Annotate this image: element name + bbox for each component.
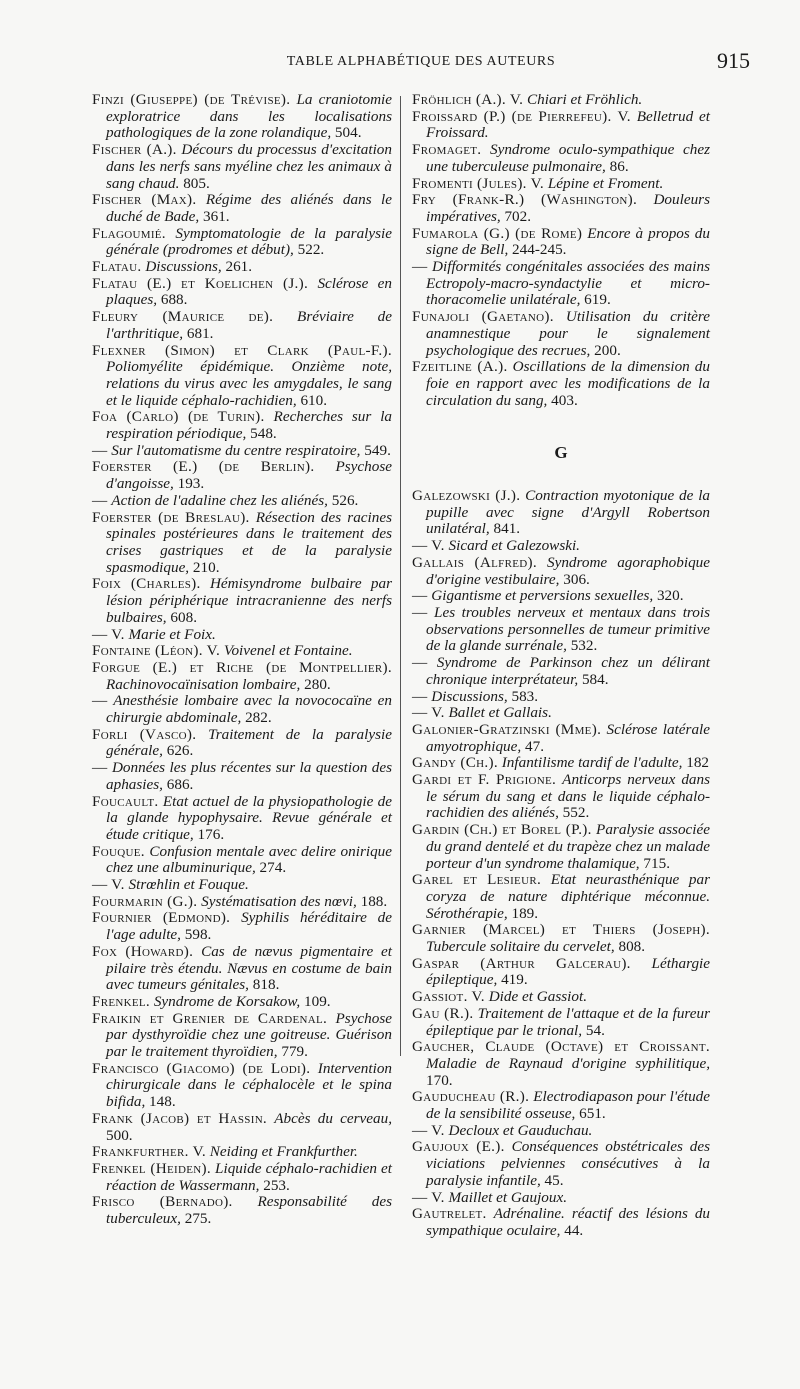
entry-title: Traitement de l'attaque et de la fureur épileptique par le trional, — [426, 1004, 711, 1039]
entry-author: Fromenti (Jules). V. — [412, 174, 545, 192]
entry-title: Syndrome oculo-sympathique chez une tuberculeuse pulmonaire, — [426, 141, 710, 175]
entry-page-ref: 280. — [304, 675, 331, 693]
index-entry — [92, 192, 392, 225]
index-entry — [92, 92, 392, 142]
entry-page-ref: 805. — [183, 174, 210, 192]
entry-author: Gardin (Ch.) et Borel (P.). — [412, 821, 592, 839]
index-entry — [92, 276, 392, 309]
index-entry — [412, 192, 710, 225]
left-column — [92, 92, 392, 1228]
entry-page-ref: 253. — [263, 1176, 290, 1194]
entry-page-ref: 688. — [160, 291, 188, 309]
entry-page-ref: 610. — [300, 391, 328, 409]
entry-author: Fraikin et Grenier de Cardenal. — [92, 1009, 328, 1027]
index-entry — [412, 259, 710, 309]
entry-author: Fischer (Max). — [92, 191, 197, 209]
entry-author: Fox (Howard). — [92, 942, 194, 960]
index-entry — [412, 1190, 710, 1207]
entry-author: Frenkel. — [92, 992, 151, 1010]
entry-author: Foucault. — [92, 792, 159, 810]
index-entry — [92, 894, 392, 911]
entry-title: Ballet et Gallais. — [448, 704, 552, 722]
entry-title: Traitement de la paralysie générale, — [106, 725, 392, 760]
index-entry — [412, 1006, 710, 1039]
entry-page-ref: 182 — [686, 754, 710, 772]
entry-page-ref: 626. — [166, 742, 194, 760]
entry-author: — — [92, 692, 108, 710]
entry-author: Garel et Lesieur. — [412, 871, 542, 889]
entry-author: Fleury (Maurice de). — [92, 308, 274, 326]
entry-author: — — [92, 759, 108, 777]
entry-page-ref: 306. — [563, 570, 590, 588]
index-entry — [92, 643, 392, 660]
entry-page-ref: 779. — [281, 1043, 308, 1061]
entry-author: Frankfurther. V. — [92, 1143, 206, 1161]
index-entry — [92, 1061, 392, 1111]
entry-page-ref: 715. — [643, 854, 670, 872]
entry-title: Systématisation des nœvi, — [201, 892, 357, 910]
entry-title: Sicard et Galezowski. — [448, 537, 580, 555]
index-entry — [412, 655, 710, 688]
entry-page-ref: 44. — [564, 1222, 584, 1239]
index-entry — [412, 226, 710, 259]
entry-title: Belletrud et Froissard. — [426, 107, 710, 142]
entry-page-ref: 148. — [149, 1093, 176, 1111]
index-entry — [412, 1089, 710, 1122]
index-entry — [412, 109, 710, 142]
entry-page-ref: 261. — [225, 258, 253, 276]
index-entry — [412, 1206, 710, 1239]
entry-title: Conséquences obstétricales des viciations pelviennes consécutives à la paralysie infantile, — [426, 1138, 710, 1189]
entry-page-ref: 841. — [493, 520, 521, 538]
entry-page-ref: 54. — [585, 1021, 605, 1039]
index-entry — [92, 226, 392, 259]
index-entry — [412, 142, 710, 175]
right-column — [412, 92, 710, 1240]
index-entry — [92, 1111, 392, 1144]
entry-title: Etat actuel de la physiopathologie de la glande hypophysaire. Revue générale et étude critique, — [106, 792, 393, 843]
index-entry — [412, 309, 710, 359]
entry-title: Action de l'adaline chez les aliénés, — [111, 491, 328, 509]
entry-title: Infantilisme tardif de l'adulte, — [501, 754, 683, 772]
index-entry — [412, 1123, 710, 1140]
entry-page-ref: 619. — [584, 291, 611, 309]
index-entry — [92, 309, 392, 342]
index-entry — [92, 877, 392, 894]
index-entry — [92, 910, 392, 943]
index-entry — [412, 1039, 710, 1089]
entry-author: — — [92, 491, 108, 509]
entry-page-ref: 500. — [106, 1126, 133, 1144]
entry-title: Douleurs impératives, — [426, 191, 710, 225]
entry-author: Galezowski (J.). — [412, 487, 521, 505]
entry-author: — V. — [92, 876, 125, 894]
entry-author: Foa (Carlo) (de Turin). — [92, 408, 265, 426]
entry-author: Gallais (Alfred). — [412, 553, 537, 571]
entry-author: Fromaget. — [412, 141, 482, 159]
entry-title: Régime des aliénés dans le duché de Bade, — [106, 191, 392, 225]
index-entry — [92, 794, 392, 844]
index-entry — [412, 488, 710, 538]
entry-title: Gigantisme et perversions sexuelles, — [431, 587, 654, 605]
index-entry — [412, 989, 710, 1006]
index-entry — [412, 722, 710, 755]
index-entry — [92, 1161, 392, 1194]
index-entry — [92, 760, 392, 793]
entry-author: Finzi (Giuseppe) (de Trévise). — [92, 91, 291, 108]
entry-author: Gaujoux (E.). — [412, 1138, 505, 1156]
entry-title: Decloux et Gauduchau. — [448, 1121, 593, 1139]
entry-title: Décours du processus d'excitation dans les nerfs sans myéline chez les animaux à sang chaud. — [106, 141, 392, 192]
page-header — [92, 48, 750, 78]
index-entry — [92, 409, 392, 442]
entry-page-ref: 320. — [656, 587, 684, 605]
entry-title: Syndrome agoraphobique d'origine vestibulaire, — [426, 553, 711, 588]
entry-title: Syndrome de Korsakow, — [153, 992, 301, 1010]
entry-title: Anesthésie lombaire avec la novococaïne en chirurgie abdominale, — [106, 692, 393, 727]
index-entry — [92, 1144, 392, 1161]
entry-page-ref: 419. — [501, 971, 528, 989]
entry-title: Maillet et Gaujoux. — [448, 1188, 568, 1206]
entry-page-ref: 86. — [609, 157, 629, 175]
entry-author: Funajoli (Gaetano). — [412, 308, 554, 326]
entry-page-ref: 504. — [334, 124, 362, 142]
index-entry — [92, 994, 392, 1011]
index-entry — [412, 755, 710, 772]
entry-author: Foix (Charles). — [92, 575, 201, 593]
entry-title: Confusion mentale avec delire onirique chez une albuminurique, — [106, 842, 392, 877]
entry-title: Intervention chirurgicale dans le céphalocèle et le spina bifida, — [106, 1059, 393, 1111]
entry-page-ref: 598. — [184, 926, 212, 944]
running-title: TABLE ALPHABÉTIQUE DES AUTEURS — [286, 54, 556, 69]
entry-author: — V. — [412, 537, 445, 555]
entry-title: Syndrome de Parkinson chez un délirant chronique interprétateur, — [426, 654, 710, 688]
entry-title: Recherches sur la respiration périodique, — [106, 408, 393, 443]
entry-title: Tubercule solitaire du cervelet, — [426, 938, 615, 956]
entry-title: Utilisation du critère anamnestique pour le signalement psychologique des recrues, — [426, 308, 710, 359]
entry-page-ref: 651. — [579, 1105, 606, 1123]
index-entry — [92, 1011, 392, 1061]
entry-title: Hémisyndrome bulbaire par lésion périphérique intracranienne des nerfs bulbaires, — [106, 575, 392, 626]
entry-author: Fry (Frank-R.) (Washington). — [412, 191, 638, 209]
entry-page-ref: 47. — [525, 737, 544, 755]
entry-author: Foerster (E.) (de Berlin). — [92, 458, 315, 476]
entry-title: Les troubles nerveux et mentaux dans trois observations personnelles de tumeur primitive de la glande surrénale, — [426, 603, 710, 655]
entry-title: Marie et Foix. — [128, 625, 216, 643]
entry-title: Poliomyélite épidémique. Onzième note, relations du virus avec les amygdales, le sang et le liquide céphalo-rachidien, — [106, 358, 392, 409]
entry-page-ref: 210. — [192, 558, 220, 576]
entry-author: Fischer (A.). — [92, 141, 177, 159]
index-entry — [92, 493, 392, 510]
index-entry — [92, 844, 392, 877]
entry-author: — — [412, 587, 428, 605]
entry-title: Oscillations de la dimension du foie en rapport avec les modifications de la circulation du sang, — [426, 358, 710, 409]
entry-title: Voivenel et Fontaine. — [223, 642, 353, 660]
entry-author: Fouque. — [92, 842, 145, 860]
entry-page-ref: 403. — [551, 391, 578, 409]
entry-title: Difformités congénitales associées des mains Ectropoly-macro-syndactylie et micro-thoracomelie unilatérale, — [426, 258, 710, 309]
entry-title: Psychose par dysthyroïdie chez une goitreuse. Guérison par le traitement thyroïdien, — [106, 1009, 393, 1061]
index-entry — [92, 944, 392, 994]
entry-author: Galonier-Gratzinski (Mme). — [412, 720, 602, 738]
entry-title: Sclérose latérale amyotrophique, — [426, 720, 711, 755]
index-entry — [92, 627, 392, 644]
index-entry — [92, 459, 392, 492]
entry-title: Chiari et Fröhlich. — [527, 91, 643, 108]
entry-author: Gaucher, Claude (Octave) et Croissant. — [412, 1038, 710, 1056]
entry-title: Responsabilité des tuberculeux, — [106, 1193, 393, 1228]
entry-page-ref: 681. — [186, 324, 214, 342]
entry-page-ref: 200. — [594, 341, 621, 359]
entry-author: Forli (Vasco). — [92, 725, 197, 743]
entry-author: — V. — [412, 704, 445, 722]
entry-page-ref: 244-245. — [512, 241, 567, 259]
entry-author: — — [412, 654, 428, 672]
entry-title: Psychose d'angoisse, — [106, 458, 392, 493]
entry-title: Encore à propos du signe de Bell, — [426, 224, 710, 259]
index-entry — [92, 142, 392, 192]
entry-author: Flatau (E.) et Koelichen (J.). — [92, 274, 309, 292]
entry-title: Anticorps nerveux dans le sérum du sang et dans le liquide céphalo-rachidien des aliénés, — [426, 771, 711, 822]
index-entry — [412, 922, 710, 955]
entry-title: Syphilis héréditaire de l'age adulte, — [106, 909, 393, 944]
index-entry — [412, 822, 710, 872]
index-entry — [92, 510, 392, 577]
index-entry — [412, 705, 710, 722]
entry-page-ref: 526. — [331, 491, 359, 509]
index-entry — [412, 1139, 710, 1189]
entry-author: Fröhlich (A.). V. — [412, 91, 524, 108]
column-divider — [400, 96, 401, 1056]
entry-title: Abcès du cerveau, — [274, 1109, 393, 1127]
entry-title: Electrodiapason pour l'étude de la sensibilité osseuse, — [426, 1088, 710, 1123]
entry-page-ref: 818. — [252, 976, 280, 994]
entry-title: Adrénaline. réactif des lésions du sympathique oculaire, — [426, 1205, 711, 1239]
entry-page-ref: 552. — [562, 804, 590, 822]
entry-page-ref: 361. — [203, 207, 230, 225]
entry-author: Fumarola (G.) (de Rome) — [412, 224, 583, 242]
entry-page-ref: 532. — [570, 637, 598, 655]
entry-page-ref: 170. — [426, 1071, 453, 1089]
index-entry — [412, 956, 710, 989]
entry-page-ref: 549. — [364, 441, 391, 459]
entry-title: La craniotomie exploratrice dans les localisations pathologiques de la zone rolandique, — [106, 91, 393, 142]
entry-title: Léthargie épileptique, — [426, 954, 710, 989]
entry-page-ref: 275. — [184, 1210, 212, 1228]
entry-page-ref: 608. — [170, 608, 197, 626]
entry-page-ref: 686. — [166, 775, 194, 793]
entry-title: Sur l'automatisme du centre respiratoire, — [111, 441, 361, 459]
entry-author: — — [412, 603, 428, 621]
entry-author: Gaspar (Arthur Galcerau). — [412, 954, 631, 972]
entry-page-ref: 583. — [511, 687, 539, 705]
index-entry — [92, 727, 392, 760]
right-bottom-entries — [412, 488, 710, 1240]
entry-author: Fontaine (Léon). V. — [92, 642, 221, 660]
index-entry — [412, 588, 710, 605]
index-entry — [92, 443, 392, 460]
entry-title: Contraction myotonique de la pupille avec signe d'Argyll Robertson unilatéral, — [426, 487, 711, 538]
entry-page-ref: 702. — [504, 207, 532, 225]
index-entry — [92, 1194, 392, 1227]
index-entry — [412, 359, 710, 409]
entry-author: Gandy (Ch.). — [412, 754, 498, 772]
index-entry — [92, 576, 392, 626]
entry-title: Cas de nævus pigmentaire et pilaire très étendu. Nævus en costume de bain avec tumeurs génitales, — [106, 942, 392, 994]
entry-title: Rachinovocaïnisation lombaire, — [106, 675, 301, 693]
entry-page-ref: 522. — [297, 241, 325, 259]
index-entry — [412, 605, 710, 655]
index-entry — [92, 259, 392, 276]
entry-page-ref: 176. — [197, 825, 225, 843]
entry-author: Fourmarin (G.). — [92, 892, 198, 910]
entry-title: Discussions, — [431, 687, 508, 705]
entry-author: Frisco (Bernado). — [92, 1193, 233, 1211]
entry-title: Maladie de Raynaud d'origine syphilitique, — [426, 1054, 710, 1072]
entry-title: Etat neurasthénique par coryza de nature diphtérique méconnue. Sérothérapie, — [426, 871, 711, 922]
entry-title: Symptomatologie de la paralysie générale (prodromes et début), — [106, 224, 393, 259]
entry-author: — — [92, 441, 108, 459]
entry-author: Gardi et F. Prigione. — [412, 771, 557, 789]
left-entries — [92, 92, 392, 1228]
entry-author: — V. — [92, 625, 125, 643]
entry-author: Flexner (Simon) et Clark (Paul-F.). — [92, 341, 392, 359]
entry-title: Discussions, — [145, 258, 222, 276]
entry-author: Gautrelet. — [412, 1205, 487, 1223]
entry-author: — — [412, 258, 428, 276]
entry-author: — V. — [412, 1121, 445, 1139]
index-entry — [412, 92, 710, 109]
index-entry — [92, 693, 392, 726]
entry-page-ref: 548. — [250, 425, 277, 443]
entry-author: Flatau. — [92, 258, 142, 276]
entry-title: Sclérose en plaques, — [106, 274, 392, 309]
entry-page-ref: 274. — [259, 859, 287, 877]
index-entry — [92, 660, 392, 693]
entry-title: Lépine et Froment. — [547, 174, 664, 192]
entry-author: Frank (Jacob) et Hassin. — [92, 1109, 268, 1127]
right-top-entries — [412, 92, 710, 409]
entry-author: Flagoumié. — [92, 224, 166, 242]
entry-author: Francisco (Giacomo) (de Lodi). — [92, 1059, 311, 1077]
entry-page-ref: 109. — [304, 992, 331, 1010]
index-entry — [412, 689, 710, 706]
entry-author: Gau (R.). — [412, 1004, 474, 1022]
entry-title: Résection des racines spinales postérieures dans le traitement des crises gastriques et de la paralysie spasmodique, — [106, 508, 392, 576]
entry-author: Forgue (E.) et Riche (de Montpellier). — [92, 658, 392, 676]
entry-page-ref: 189. — [511, 904, 539, 922]
entry-author: Gauducheau (R.). — [412, 1088, 530, 1106]
entry-title: Bréviaire de l'arthritique, — [106, 308, 393, 342]
entry-author: — — [412, 687, 428, 705]
entry-author: Gassiot. V. — [412, 988, 485, 1006]
index-entry — [412, 555, 710, 588]
entry-author: Fzeitline (A.). — [412, 358, 508, 376]
entry-author: Froissard (P.) (de Pierrefeu). V. — [412, 107, 631, 125]
entry-page-ref: 282. — [245, 709, 272, 727]
entry-title: Dide et Gassiot. — [488, 988, 587, 1006]
entry-title: Strœhlin et Fouque. — [128, 876, 249, 894]
entry-author: Garnier (Marcel) et Thiers (Joseph). — [412, 921, 710, 939]
entry-page-ref: 188. — [360, 892, 388, 910]
entry-page-ref: 193. — [177, 475, 205, 493]
entry-title: Neiding et Frankfurther. — [209, 1143, 358, 1161]
index-entry — [412, 176, 710, 193]
index-entry — [412, 538, 710, 555]
section-letter: G — [554, 443, 568, 463]
index-entry — [412, 772, 710, 822]
entry-author: Foerster (de Breslau). — [92, 508, 250, 526]
entry-page-ref: 584. — [581, 670, 609, 688]
entry-author: Fournier (Edmond). — [92, 909, 231, 927]
entry-page-ref: 808. — [618, 938, 646, 956]
index-entry — [412, 872, 710, 922]
entry-author: Frenkel (Heiden). — [92, 1160, 211, 1177]
index-entry — [92, 343, 392, 410]
entry-page-ref: 45. — [544, 1171, 564, 1189]
entry-title: Données les plus récentes sur la question des aphasies, — [106, 759, 392, 793]
page-number: 915 — [717, 48, 750, 73]
entry-author: — V. — [412, 1188, 445, 1206]
entry-title: Liquide céphalo-rachidien et réaction de Wassermann, — [106, 1160, 392, 1194]
entry-title: Paralysie associée du grand dentelé et du trapèze chez un malade porteur d'un syndrome thalamique, — [426, 821, 710, 872]
